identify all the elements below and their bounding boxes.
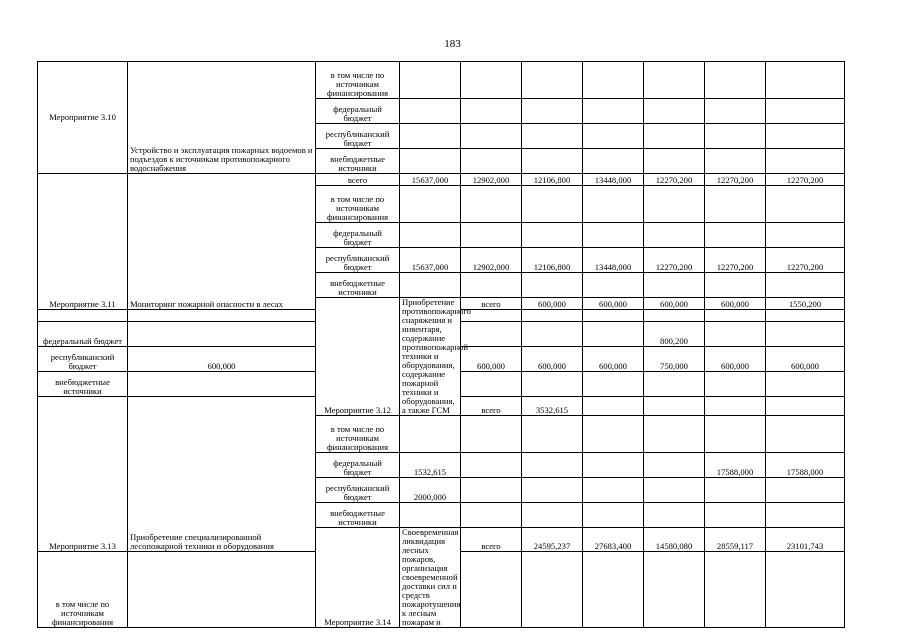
table-row — [38, 62, 845, 99]
source-label: федеральный бюджет — [38, 322, 128, 347]
value-cell: 800,200 — [644, 322, 705, 347]
value-cell: 17588,000 — [766, 453, 845, 478]
value-cell: 23101,743 — [766, 528, 845, 552]
value-cell — [583, 322, 644, 347]
value-cell — [705, 322, 766, 347]
source-label: в том числе по источникам финансирования — [38, 552, 128, 628]
value-cell: 24595,237 — [522, 528, 583, 552]
measure-label: Мероприятие 3.13 — [38, 397, 128, 552]
source-label: республиканский бюджет — [316, 248, 400, 273]
source-label: всего — [461, 528, 522, 552]
value-cell: 600,000 — [128, 347, 316, 372]
measure-name: Приобретение специализированной лесопожарной техники и оборудования — [128, 397, 316, 552]
value-cell: 600,000 — [766, 347, 845, 372]
value-cell: 600,000 — [583, 347, 644, 372]
source-label: в том числе по источникам финансирования — [316, 416, 400, 453]
measure-label: Мероприятие 3.12 — [316, 298, 400, 416]
value-cell — [766, 478, 845, 503]
page-number: 183 — [444, 38, 461, 50]
value-cell: 600,000 — [705, 347, 766, 372]
value-cell: 3532,615 — [522, 397, 583, 416]
value-cell — [522, 478, 583, 503]
source-label: в том числе по источникам финансирования — [316, 62, 400, 99]
source-label: внебюджетные источники — [316, 273, 400, 298]
source-label: всего — [461, 397, 522, 416]
value-cell — [705, 397, 766, 416]
measure-label: Мероприятие 3.14 — [316, 528, 400, 628]
value-cell: 600,000 — [461, 347, 522, 372]
source-label: внебюджетные источники — [316, 503, 400, 528]
measure-name: Устройство и эксплуатация пожарных водоемов и подъездов к источникам противопожарного водоснабжения — [128, 62, 316, 174]
value-cell: 600,000 — [522, 347, 583, 372]
value-cell: 600,000 — [583, 298, 644, 310]
value-cell: 12106,800 — [522, 174, 583, 186]
source-label: республиканский бюджет — [316, 478, 400, 503]
source-label: федеральный бюджет — [316, 99, 400, 124]
value-cell: 600,000 — [644, 298, 705, 310]
value-cell: 12270,200 — [705, 174, 766, 186]
value-cell: 27683,400 — [583, 528, 644, 552]
value-cell: 17588,000 — [705, 453, 766, 478]
value-cell: 600,000 — [522, 298, 583, 310]
source-label: федеральный бюджет — [316, 223, 400, 248]
value-cell: 15637,000 — [400, 174, 461, 186]
value-cell — [705, 478, 766, 503]
source-label: республиканский бюджет — [316, 124, 400, 149]
value-cell: 12270,200 — [705, 248, 766, 273]
table-row — [38, 174, 845, 186]
source-label: внебюджетные источники — [38, 372, 128, 397]
value-cell: 600,000 — [705, 298, 766, 310]
measure-label: Мероприятие 3.11 — [38, 174, 128, 310]
value-cell — [766, 322, 845, 347]
source-label: федеральный бюджет — [316, 453, 400, 478]
value-cell: 2000,000 — [400, 478, 461, 503]
measure-label: Мероприятие 3.10 — [38, 62, 128, 174]
value-cell: 13448,000 — [583, 248, 644, 273]
value-cell — [644, 453, 705, 478]
source-label: республиканский бюджет — [38, 347, 128, 372]
source-label: всего — [461, 298, 522, 310]
value-cell: 12106,800 — [522, 248, 583, 273]
value-cell: 12270,200 — [766, 248, 845, 273]
value-cell — [644, 478, 705, 503]
value-cell — [461, 322, 522, 347]
value-cell — [583, 478, 644, 503]
value-cell — [583, 397, 644, 416]
value-cell — [461, 453, 522, 478]
value-cell: 28559,117 — [705, 528, 766, 552]
value-cell: 12270,200 — [644, 174, 705, 186]
value-cell: 750,000 — [644, 347, 705, 372]
value-cell: 12270,200 — [766, 174, 845, 186]
value-cell — [766, 397, 845, 416]
measure-name: Мониторинг пожарной опасности в лесах — [128, 174, 316, 310]
value-cell: 15637,000 — [400, 248, 461, 273]
source-label: в том числе по источникам финансирования — [316, 186, 400, 223]
value-cell: 14580,080 — [644, 528, 705, 552]
value-cell: 13448,000 — [583, 174, 644, 186]
value-cell — [522, 453, 583, 478]
source-label: внебюджетные источники — [316, 149, 400, 174]
value-cell: 1550,200 — [766, 298, 845, 310]
value-cell: 12270,200 — [644, 248, 705, 273]
measure-name: Приобретение противопожарного снаряжения и инвентаря, содержание противопожарной техники и оборудования, содержание пожарной техники и оборудования, а также ГСМ — [400, 298, 461, 416]
value-cell: 1532,615 — [400, 453, 461, 478]
measure-name: Своевременная ликвидация лесных пожаров, организация своевременной доставки сил и средств пожаротушения к лесным пожарам и — [400, 528, 461, 628]
value-cell — [583, 453, 644, 478]
source-label: всего — [316, 174, 400, 186]
value-cell — [522, 322, 583, 347]
value-cell: 12902,000 — [461, 248, 522, 273]
value-cell — [644, 397, 705, 416]
budget-table — [37, 61, 845, 628]
value-cell — [461, 478, 522, 503]
value-cell — [128, 322, 316, 347]
value-cell: 12902,000 — [461, 174, 522, 186]
